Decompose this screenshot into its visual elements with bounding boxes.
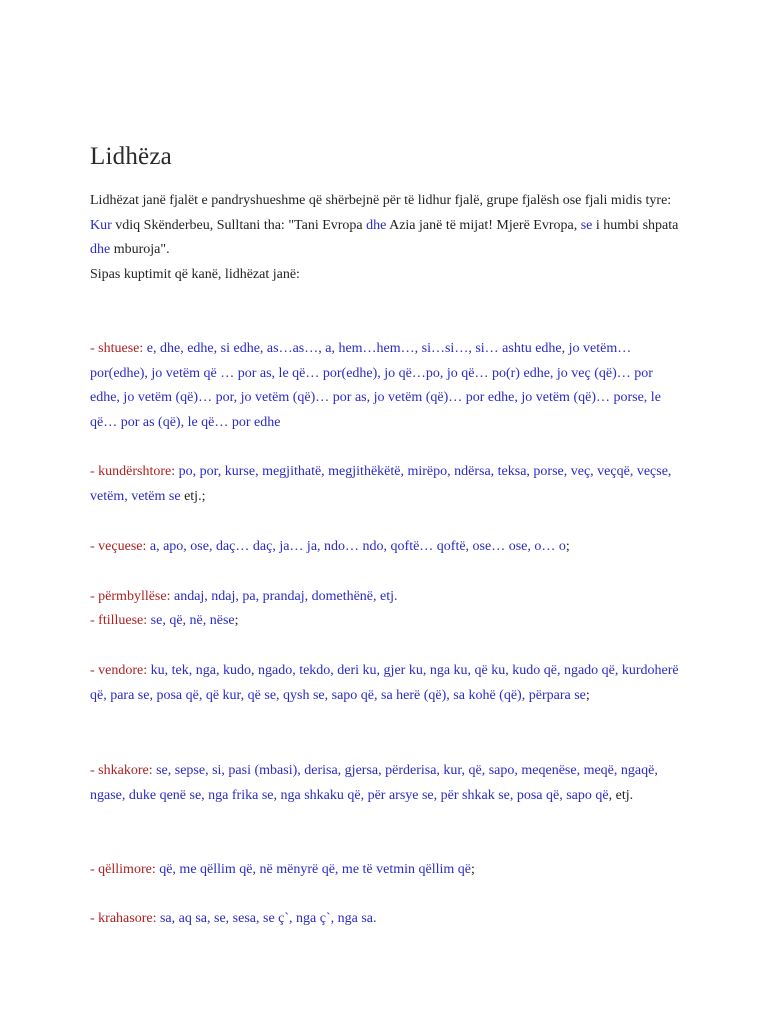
dash: - xyxy=(90,763,99,778)
meaning-line: Sipas kuptimit që kanë, lidhëzat janë: xyxy=(90,266,300,282)
conjunction-list: se, sepse, si, pasi (mbasi), derisa, gjersa, përderisa, kur, që, sapo, meqenëse, meqë, ngaqë, ngase, duke qenë se, nga frika se, nga shkaku që, për arsye se, për shkak se, posa që, sapo që xyxy=(90,763,658,803)
category-permbyllese xyxy=(90,585,685,610)
conjunction-list: andaj, ndaj, pa, prandaj, domethënë, etj. xyxy=(170,589,398,604)
category-shkakore xyxy=(90,759,685,808)
conjunction-list: sa, aq sa, se, sesa, se ç`, nga ç`, nga sa. xyxy=(156,911,377,926)
intro-paragraph: Lidhëzat janë fjalët e pandryshueshme që shërbejnë për të lidhur fjalë, grupe fjalësh ose fjali midis tyre: xyxy=(90,193,672,208)
category-kundershtore xyxy=(90,460,685,509)
conjunction-list: po, por, kurse, megjithatë, megjithëkëtë, mirëpo, ndërsa, teksa, porse, veç, veçqë, veçse, vetëm, vetëm se xyxy=(90,464,672,504)
dash: - xyxy=(90,589,99,604)
example-text: i humbi shpata xyxy=(592,217,679,233)
category-shtuese xyxy=(90,337,685,435)
example-text: mburoja". xyxy=(110,242,170,257)
dash: - xyxy=(90,911,99,926)
category-label: shkakore: xyxy=(98,763,153,778)
category-vendore xyxy=(90,659,685,708)
conjunction-list: a, apo, ose, daç… daç, ja… ja, ndo… ndo, qoftë… qoftë, ose… ose, o… o xyxy=(146,539,566,554)
category-krahasore xyxy=(90,907,685,932)
category-label: shtuese: xyxy=(98,341,144,356)
category-label: qëllimore: xyxy=(98,862,156,877)
category-label: përmbyllëse: xyxy=(98,589,171,604)
conjunction-word: se xyxy=(580,217,593,233)
dash: - xyxy=(90,464,99,479)
category-label: krahasore: xyxy=(98,911,157,926)
intro-block xyxy=(90,189,685,287)
page-title: Lidhëza xyxy=(90,143,172,170)
conjunction-word: dhe xyxy=(366,217,387,233)
example-sentence xyxy=(90,214,685,263)
dash: - xyxy=(90,613,99,628)
conjunction-word: dhe xyxy=(90,242,111,257)
list-tail: ; xyxy=(471,862,475,877)
category-label: vendore: xyxy=(98,663,148,678)
conjunction-list: se, që, në, nëse xyxy=(147,613,235,628)
category-label: ftilluese: xyxy=(98,613,148,628)
list-tail: ; xyxy=(234,613,239,628)
conjunction-word: Kur xyxy=(90,217,112,233)
list-tail: etj.; xyxy=(180,488,206,504)
category-vecuese xyxy=(90,535,685,560)
example-text: Azia janë të mijat! Mjerë Evropa, xyxy=(386,217,581,233)
category-qellimore xyxy=(90,858,685,883)
list-tail: ; xyxy=(585,687,590,703)
dash: - xyxy=(90,862,99,877)
category-label: kundërshtore: xyxy=(98,464,176,479)
conjunction-list: e, dhe, edhe, si edhe, as…as…, a, hem…hem…, si…si…, si… ashtu edhe, jo vetëm… por(edhe), jo vetëm që … por as, le që… por(edhe), jo që…po, jo që… po(r) edhe, jo veç (që)… por edhe, jo vetëm (që)… por, jo vetëm (që)… por as, jo vetëm (që)… por edhe, jo vetëm (që)… porse, le që… por as (që), le që… por edhe xyxy=(90,341,661,430)
dash: - xyxy=(90,663,99,678)
category-label: veçuese: xyxy=(98,539,147,554)
category-ftilluese xyxy=(90,609,685,634)
list-tail: ; xyxy=(565,539,570,554)
dash: - xyxy=(90,539,99,554)
list-tail: , etj. xyxy=(608,787,634,803)
example-text: vdiq Skënderbeu, Sulltani tha: "Tani Evropa xyxy=(111,217,367,233)
conjunction-list: që, me qëllim që, në mënyrë që, me të vetmin qëllim që xyxy=(155,862,472,877)
dash: - xyxy=(90,341,99,356)
conjunction-list: ku, tek, nga, kudo, ngado, tekdo, deri ku, gjer ku, nga ku, që ku, kudo që, ngado që, kurdoherë që, para se, posa që, që kur, që se, qysh se, sapo që, sa herë (që), sa kohë (që), përpara se xyxy=(90,663,679,703)
